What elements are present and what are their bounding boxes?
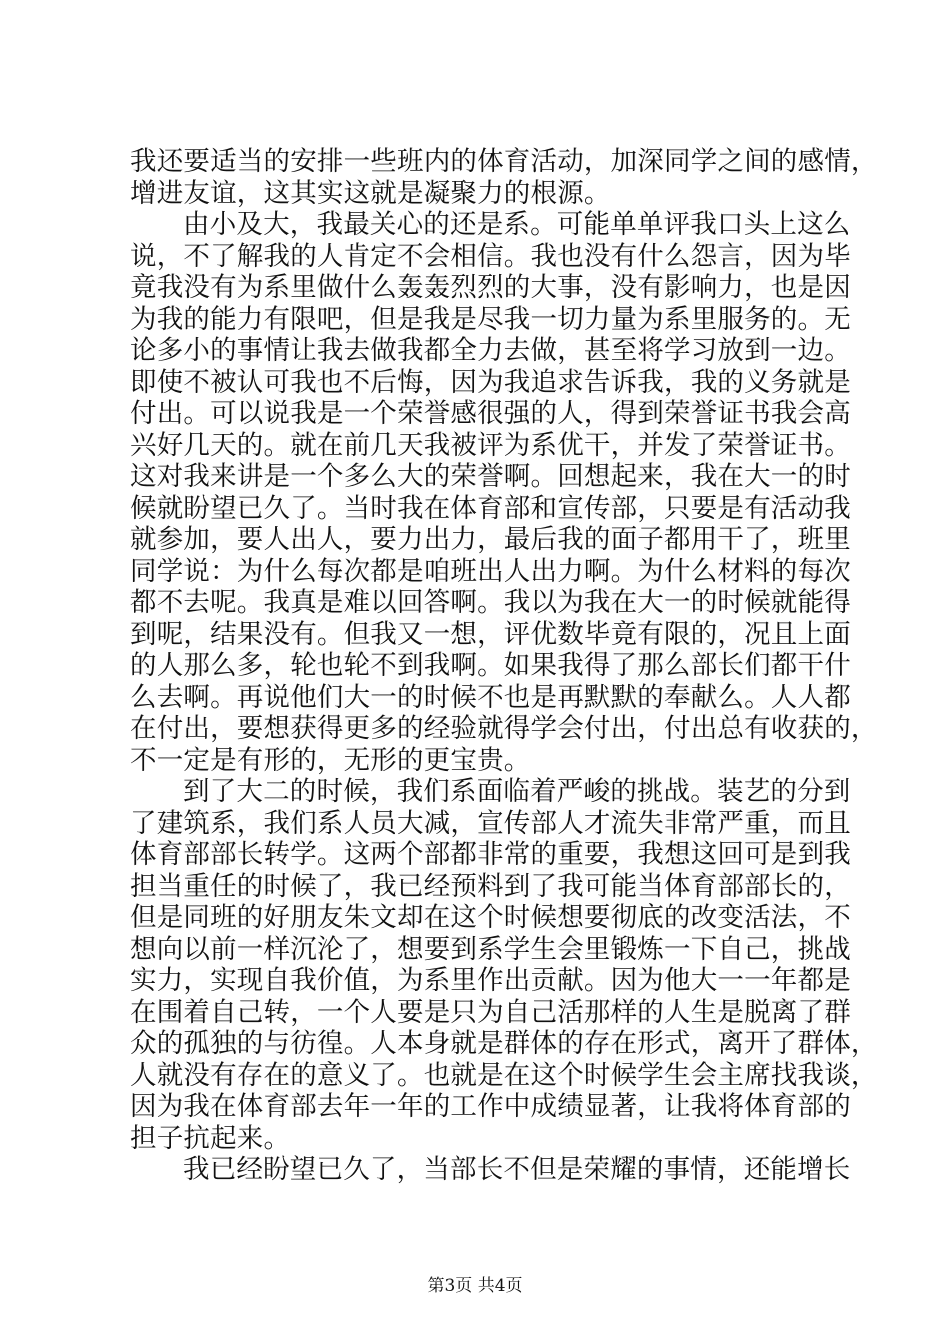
text-line: 人就没有存在的意义了。也就是在这个时候学生会主席找我谈， — [130, 1059, 878, 1091]
text-line: 的人那么多，轮也轮不到我啊。如果我得了那么部长们都干什 — [130, 650, 851, 681]
text-line: 即使不被认可我也不后悔，因为我追求告诉我，我的义务就是 — [130, 366, 851, 398]
text-line: 同学说：为什么每次都是咱班出人出力啊。为什么材料的每次 — [130, 555, 851, 587]
text-line: 竟我没有为系里做什么轰轰烈烈的大事，没有影响力，也是因 — [130, 272, 851, 303]
text-line: 这对我来讲是一个多么大的荣誉啊。回想起来，我在大一的时 — [130, 461, 851, 492]
text-line: 说，不了解我的人肯定不会相信。我也没有什么怨言，因为毕 — [130, 240, 851, 272]
text-line: 不一定是有形的，无形的更宝贵。 — [130, 744, 531, 776]
text-line: 担当重任的时候了，我已经预料到了我可能当体育部部长的， — [130, 870, 851, 902]
text-line: 因为我在体育部去年一年的工作中成绩显著，让我将体育部的 — [130, 1091, 851, 1122]
text-line: 兴好几天的。就在前几天我被评为系优干，并发了荣誉证书。 — [130, 429, 851, 461]
text-line: 候就盼望已久了。当时我在体育部和宣传部，只要是有活动我 — [130, 492, 851, 524]
text-line: 在付出，要想获得更多的经验就得学会付出，付出总有收获的， — [130, 713, 878, 744]
page-number-footer: 第3页 共4页 — [427, 1276, 523, 1296]
paragraph-start-line: 由小及大，我最关心的还是系。可能单单评我口头上这么 — [183, 209, 851, 240]
document-body — [130, 146, 878, 1186]
text-line: 为我的能力有限吧，但是我是尽我一切力量为系里服务的。无 — [130, 303, 851, 335]
text-line: 付出。可以说我是一个荣誉感很强的人，得到荣誉证书我会高 — [130, 398, 851, 429]
paragraph-start-line: 到了大二的时候，我们系面临着严峻的挑战。装艺的分到 — [183, 776, 851, 807]
text-line: 担子抗起来。 — [130, 1122, 291, 1154]
text-line: 体育部部长转学。这两个部都非常的重要，我想这回可是到我 — [130, 839, 851, 870]
paragraph-start-line: 我已经盼望已久了，当部长不但是荣耀的事情，还能增长 — [183, 1154, 851, 1185]
text-line: 么去啊。再说他们大一的时候不也是再默默的奉献么。人人都 — [130, 681, 851, 713]
text-line: 增进友谊，这其实这就是凝聚力的根源。 — [130, 177, 611, 209]
text-line: 众的孤独的与彷徨。人本身就是群体的存在形式，离开了群体， — [130, 1028, 878, 1059]
text-line: 论多小的事情让我去做我都全力去做，甚至将学习放到一边。 — [130, 335, 851, 366]
text-line: 我还要适当的安排一些班内的体育活动，加深同学之间的感情， — [130, 146, 878, 177]
text-line: 想向以前一样沉沦了，想要到系学生会里锻炼一下自己，挑战 — [130, 933, 851, 965]
text-line: 了建筑系，我们系人员大减，宣传部人才流失非常严重，而且 — [130, 807, 851, 839]
text-line: 但是同班的好朋友朱文却在这个时候想要彻底的改变活法，不 — [130, 902, 851, 933]
text-line: 到呢，结果没有。但我又一想，评优数毕竟有限的，况且上面 — [130, 618, 851, 650]
text-line: 在围着自己转，一个人要是只为自己活那样的人生是脱离了群 — [130, 996, 851, 1028]
text-line: 就参加，要人出人，要力出力，最后我的面子都用干了，班里 — [130, 524, 851, 555]
text-line: 都不去呢。我真是难以回答啊。我以为我在大一的时候就能得 — [130, 587, 851, 618]
text-line: 实力，实现自我价值，为系里作出贡献。因为他大一一年都是 — [130, 965, 851, 996]
